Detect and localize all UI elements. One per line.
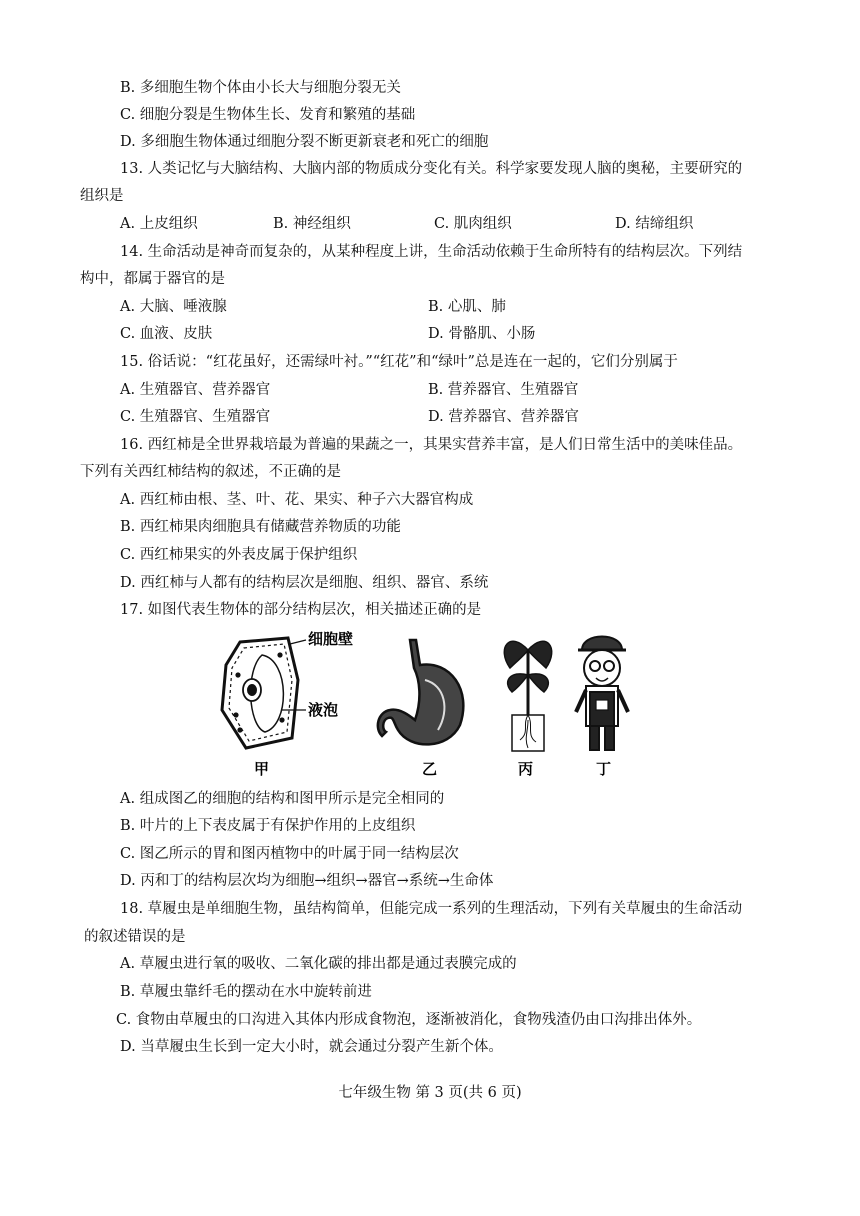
option-line: D. 多细胞生物体通过细胞分裂不断更新衰老和死亡的细胞 bbox=[120, 134, 489, 150]
question-14-stem: 14. 生命活动是神奇而复杂的，从某种程度上讲，生命活动依赖于生命所特有的结构层次。下列结 bbox=[120, 244, 743, 260]
caption-ding: 丁 bbox=[596, 760, 612, 778]
question-18-option-a: A. 草履虫进行氧的吸收、二氧化碳的排出都是通过表膜完成的 bbox=[120, 956, 517, 972]
structure-level-figure bbox=[210, 620, 650, 780]
plant-illustration bbox=[504, 641, 551, 751]
question-16-option-a: A. 西红柿由根、茎、叶、花、果实、种子六大器官构成 bbox=[120, 492, 474, 508]
label-vacuole: 液泡 bbox=[308, 701, 339, 719]
question-15-option-c: C. 生殖器官、生殖器官 bbox=[120, 409, 271, 425]
question-18-option-c: C. 食物由草履虫的口沟进入其体内形成食物泡，逐渐被消化，食物残渣仍由口沟排出体外。 bbox=[116, 1012, 702, 1028]
question-18-stem: 18. 草履虫是单细胞生物，虽结构简单，但能完成一系列的生理活动，下列有关草履虫的生命活动 bbox=[120, 901, 743, 917]
figure-drawing bbox=[210, 620, 650, 780]
question-14-option-d: D. 骨骼肌、小肠 bbox=[428, 326, 536, 342]
question-18-option-d: D. 当草履虫生长到一定大小时，就会通过分裂产生新个体。 bbox=[120, 1039, 503, 1055]
stomach-illustration bbox=[378, 640, 463, 744]
question-15-option-b: B. 营养器官、生殖器官 bbox=[428, 382, 579, 398]
question-16-stem-cont: 下列有关西红柿结构的叙述，不正确的是 bbox=[80, 464, 341, 480]
question-14-option-c: C. 血液、皮肤 bbox=[120, 326, 213, 342]
question-13-stem: 13. 人类记忆与大脑结构、大脑内部的物质成分变化有关。科学家要发现人脑的奥秘，主要研究的 bbox=[120, 161, 743, 177]
question-18-option-b: B. 草履虫靠纤毛的摆动在水中旋转前进 bbox=[120, 984, 372, 1000]
question-15-option-a: A. 生殖器官、营养器官 bbox=[120, 382, 271, 398]
question-16-stem: 16. 西红柿是全世界栽培最为普遍的果蔬之一，其果实营养丰富，是人们日常生活中的美味佳品。 bbox=[120, 437, 743, 453]
question-14-option-b: B. 心肌、肺 bbox=[428, 299, 506, 315]
question-14-stem-cont: 构中，都属于器官的是 bbox=[80, 271, 225, 287]
question-13-option-d: D. 结缔组织 bbox=[615, 216, 694, 232]
option-line: C. 细胞分裂是生物体生长、发育和繁殖的基础 bbox=[120, 107, 416, 123]
question-16-option-c: C. 西红柿果实的外表皮属于保护组织 bbox=[120, 547, 358, 563]
question-13-option-a: A. 上皮组织 bbox=[120, 216, 198, 232]
option-line: B. 多细胞生物个体由小长大与细胞分裂无关 bbox=[120, 80, 401, 96]
question-13-option-c: C. 肌肉组织 bbox=[434, 216, 512, 232]
question-18-stem-cont: 的叙述错误的是 bbox=[84, 929, 186, 945]
question-13-stem-cont: 组织是 bbox=[80, 188, 124, 204]
caption-jia: 甲 bbox=[254, 760, 270, 778]
question-15-stem: 15. 俗话说：“红花虽好，还需绿叶衬。”“红花”和“绿叶”总是连在一起的，它们分别属于 bbox=[120, 354, 678, 370]
caption-yi: 乙 bbox=[422, 760, 438, 778]
question-15-option-d: D. 营养器官、营养器官 bbox=[428, 409, 579, 425]
label-cell-wall: 细胞壁 bbox=[308, 630, 354, 648]
question-17-option-d: D. 丙和丁的结构层次均为细胞→组织→器官→系统→生命体 bbox=[120, 873, 494, 889]
question-17-option-c: C. 图乙所示的胃和图丙植物中的叶属于同一结构层次 bbox=[120, 846, 459, 862]
question-16-option-b: B. 西红柿果肉细胞具有储藏营养物质的功能 bbox=[120, 519, 401, 535]
question-13-option-b: B. 神经组织 bbox=[273, 216, 351, 232]
question-17-option-a: A. 组成图乙的细胞的结构和图甲所示是完全相同的 bbox=[120, 791, 445, 807]
question-16-option-d: D. 西红柿与人都有的结构层次是细胞、组织、器官、系统 bbox=[120, 575, 489, 591]
question-14-option-a: A. 大脑、唾液腺 bbox=[120, 299, 227, 315]
question-17-option-b: B. 叶片的上下表皮属于有保护作用的上皮组织 bbox=[120, 818, 416, 834]
question-17-stem: 17. 如图代表生物体的部分结构层次，相关描述正确的是 bbox=[120, 602, 482, 618]
plant-cell-illustration bbox=[222, 638, 306, 748]
human-illustration bbox=[576, 637, 628, 751]
caption-bing: 丙 bbox=[518, 760, 534, 778]
page-footer: 七年级生物 第 3 页(共 6 页) bbox=[338, 1085, 522, 1101]
